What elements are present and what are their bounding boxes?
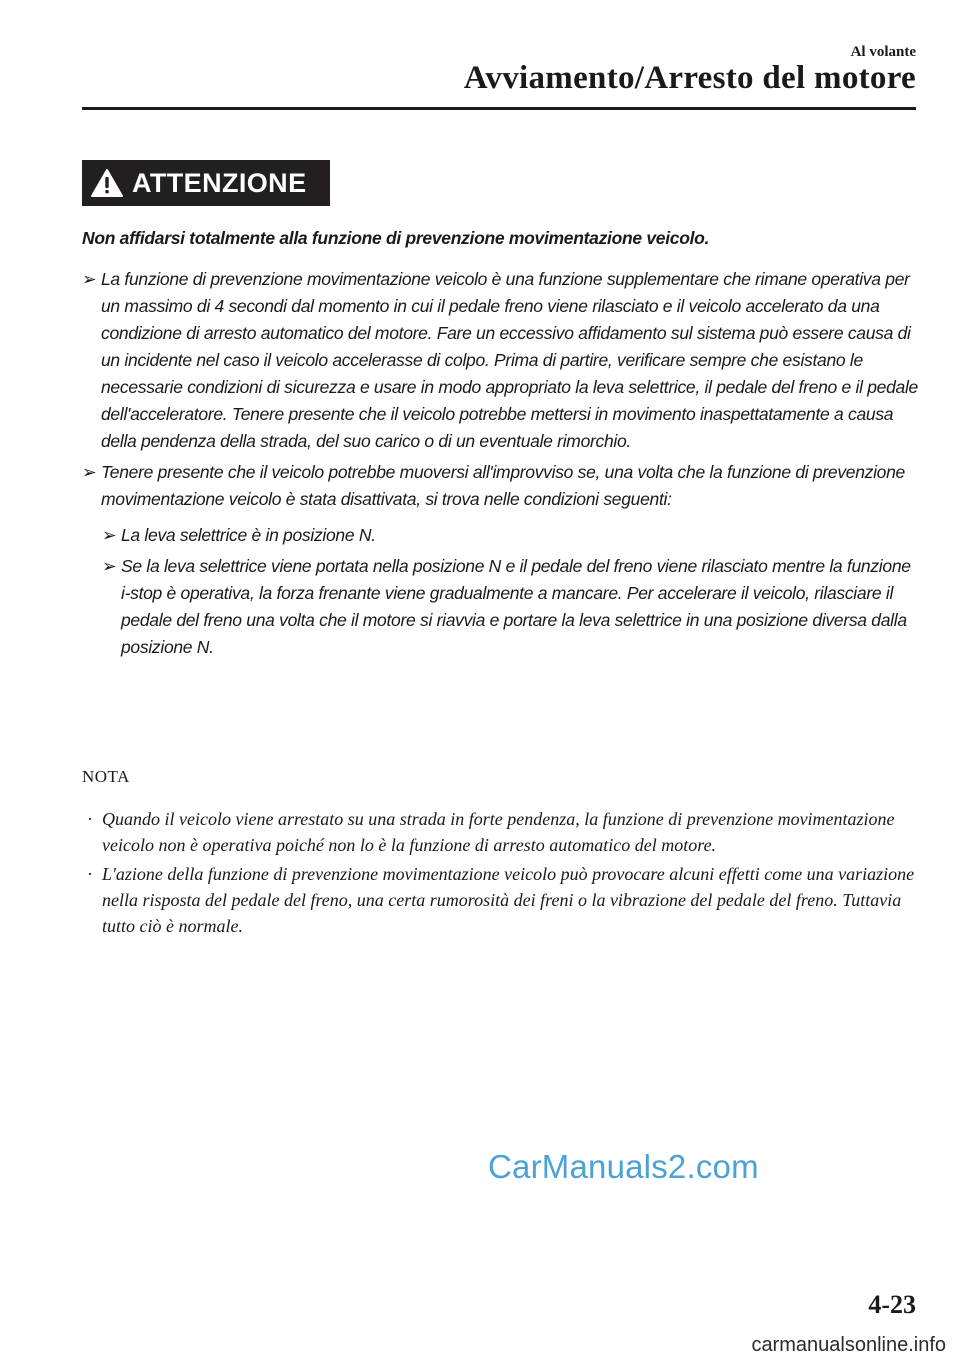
warning-item-text: La funzione di prevenzione movimentazione veicolo è una funzione supplementare che rimane operativa per un massimo di 4 secondi dal momento in cui il pedale freno viene rilasciato e il veicolo accelerato da una condizione di arresto automatico del motore. Fare un eccessivo affidamento sul sistema può essere causa di un incidente nel caso il veicolo accelerasse di colpo. Prima di partire, verificare sempre che esistano le necessarie condizioni di sicurezza e usare in modo appropriato la leva selettrice, il pedale del freno e il pedale dell'acceleratore. Tenere presente che il veicolo potrebbe mettersi in movimento inaspettatamente a causa della pendenza della strada, del suo carico o di un eventuale rimorchio.	[101, 269, 918, 451]
warning-sub-item-text: Se la leva selettrice viene portata nella posizione N e il pedale del freno viene rilasciato mentre la funzione i-stop è operativa, la forza frenante viene gradualmente a mancare. Per accelerare il veicolo, rilasciare il pedale del freno una volta che il motore si riavvia e portare la leva selettrice in una posizione diversa dalla posizione N.	[121, 556, 911, 657]
warning-heading: Non affidarsi totalmente alla funzione di prevenzione movimentazione veicolo.	[82, 228, 710, 248]
warning-sub-item-text: La leva selettrice è in posizione N.	[121, 525, 376, 545]
nota-item	[82, 806, 922, 858]
nota-item-text: Quando il veicolo viene arrestato su una strada in forte pendenza, la funzione di prevenzione movimentazione veicolo non è operativa poiché non lo è la funzione di arresto automatico del motore.	[102, 809, 895, 855]
page-title: Avviamento/Arresto del motore	[463, 60, 916, 96]
arrow-bullet-icon: ➢	[82, 462, 97, 482]
warning-sub-item	[102, 522, 922, 549]
warning-sub-list	[82, 522, 922, 661]
warning-sub-item	[102, 553, 922, 661]
header-section-label: Al volante	[850, 44, 916, 60]
warning-list	[82, 266, 922, 665]
watermark: CarManuals2.com	[488, 1148, 759, 1185]
dot-bullet-icon: ·	[87, 809, 93, 829]
warning-label: ATTENZIONE	[132, 167, 307, 198]
nota-list	[82, 806, 922, 942]
warning-triangle-icon	[90, 168, 124, 198]
dot-bullet-icon: ·	[87, 864, 93, 884]
arrow-bullet-icon: ➢	[102, 525, 117, 545]
nota-item-text: L'azione della funzione di prevenzione movimentazione veicolo può provocare alcuni effetti come una variazione nella risposta del pedale del freno, una certa rumorosità dei freni o la vibrazione del pedale del freno. Tuttavia tutto ciò è normale.	[102, 864, 915, 936]
page-number: 4-23	[868, 1290, 916, 1319]
warning-item	[82, 266, 922, 455]
arrow-bullet-icon: ➢	[82, 269, 97, 289]
warning-banner	[82, 160, 330, 206]
footer-url: carmanualsonline.info	[751, 1334, 946, 1356]
nota-heading: NOTA	[82, 767, 130, 786]
arrow-bullet-icon: ➢	[102, 556, 117, 576]
warning-item	[82, 459, 922, 513]
nota-item	[82, 861, 922, 939]
header-rule	[82, 107, 916, 110]
warning-item-text: Tenere presente che il veicolo potrebbe muoversi all'improvviso se, una volta che la funzione di prevenzione movimentazione veicolo è stata disattivata, si trova nelle condizioni seguenti:	[101, 462, 905, 509]
